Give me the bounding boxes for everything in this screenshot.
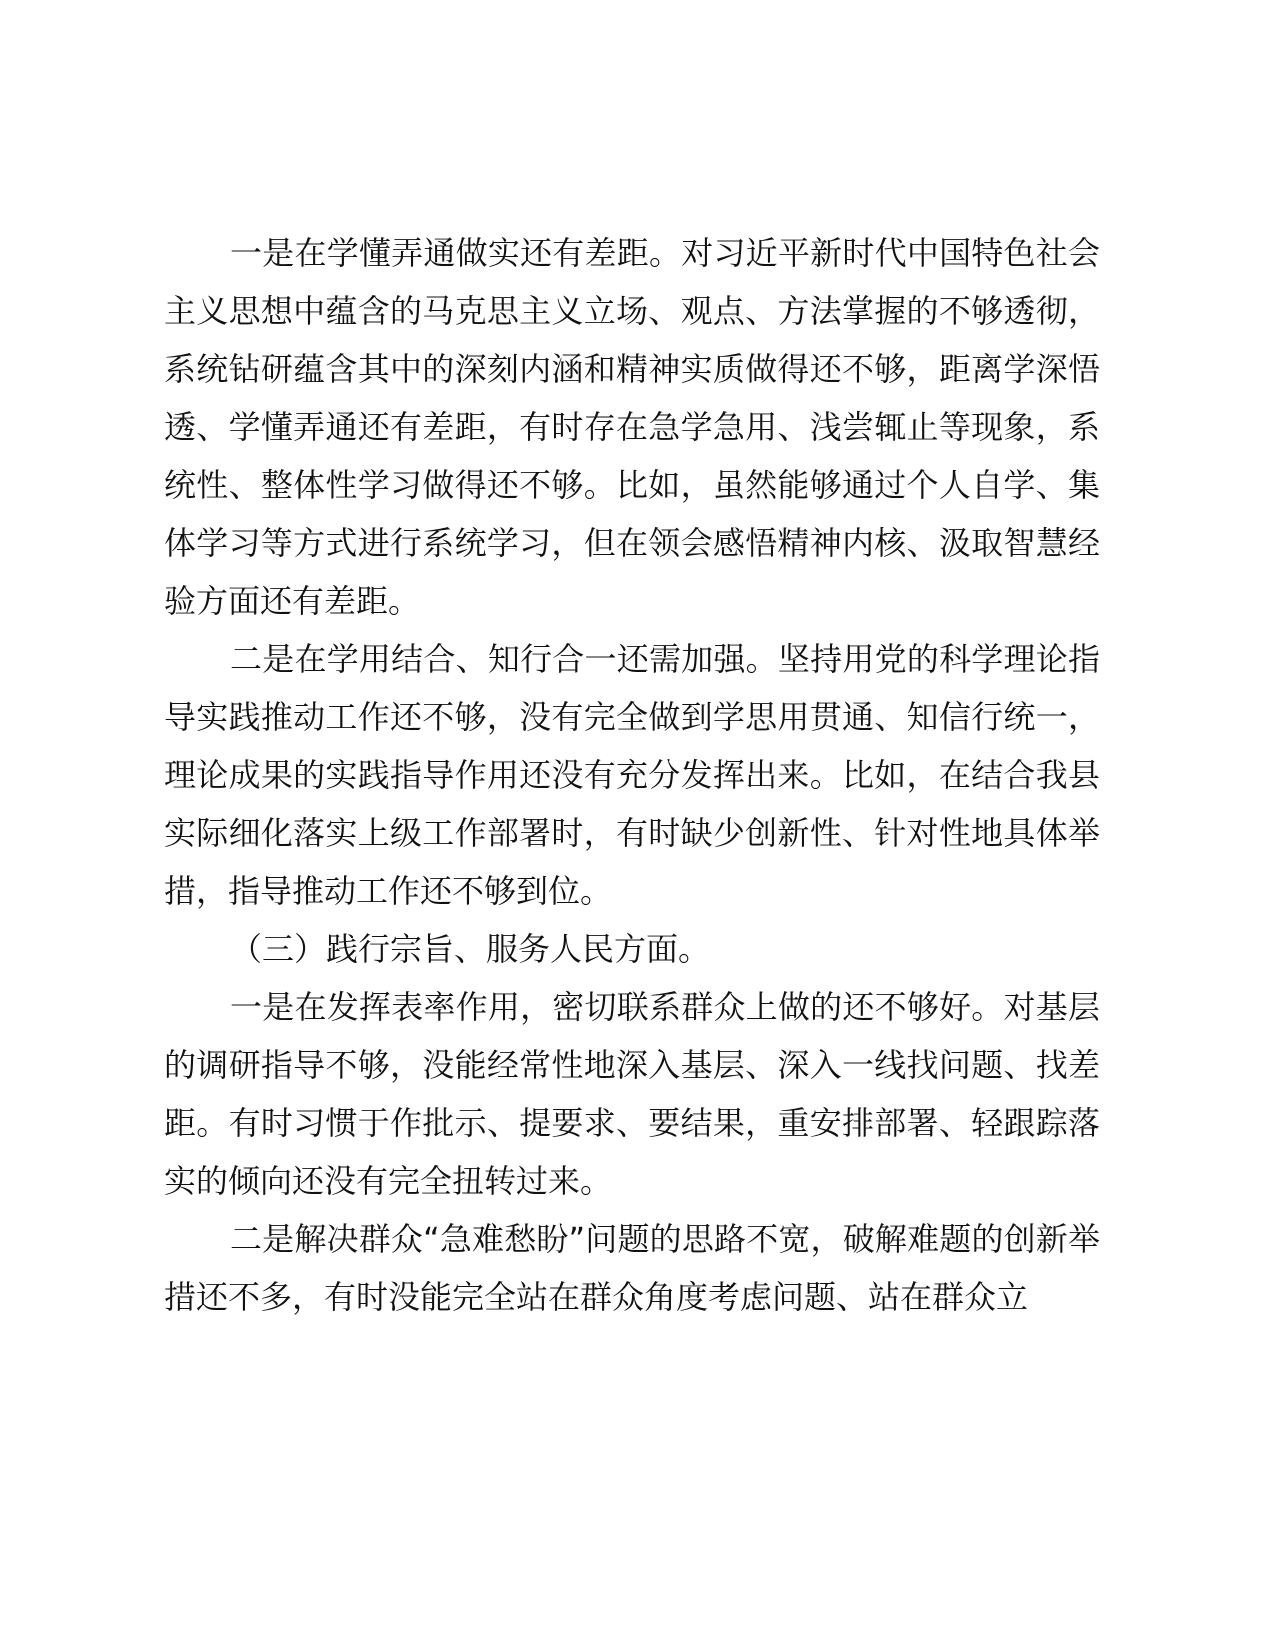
paragraph-contact-masses: 一是在发挥表率作用，密切联系群众上做的还不够好。对基层的调研指导不够，没能经常性地深入基层、深入一线找问题、找差距。有时习惯于作批示、提要求、要结果，重安排部署、轻跟踪落实的倾向还没有完全扭转过来。 [164, 988, 1100, 1200]
document-body [164, 224, 1100, 1326]
paragraph-study-gap: 一是在学懂弄通做实还有差距。对习近平新时代中国特色社会主义思想中蕴含的马克思主义立场、观点、方法掌握的不够透彻，系统钻研蕴含其中的深刻内涵和精神实质做得还不够，距离学深悟透、学懂弄通还有差距，有时存在急学急用、浅尝辄止等现象，系统性、整体性学习做得还不够。比如，虽然能够通过个人自学、集体学习等方式进行系统学习，但在领会感悟精神内核、汲取智慧经验方面还有差距。 [164, 234, 1100, 620]
paragraph-solve-problems: 二是解决群众“急难愁盼”问题的思路不宽，破解难题的创新举措还不多，有时没能完全站在群众角度考虑问题、站在群众立 [164, 1220, 1100, 1316]
paragraph-practice-gap: 二是在学用结合、知行合一还需加强。坚持用党的科学理论指导实践推动工作还不够，没有完全做到学思用贯通、知信行统一，理论成果的实践指导作用还没有充分发挥出来。比如，在结合我县实际细化落实上级工作部署时，有时缺少创新性、针对性地具体举措，指导推动工作还不够到位。 [164, 640, 1100, 910]
section-heading-serve-people: （三）践行宗旨、服务人民方面。 [230, 930, 711, 968]
